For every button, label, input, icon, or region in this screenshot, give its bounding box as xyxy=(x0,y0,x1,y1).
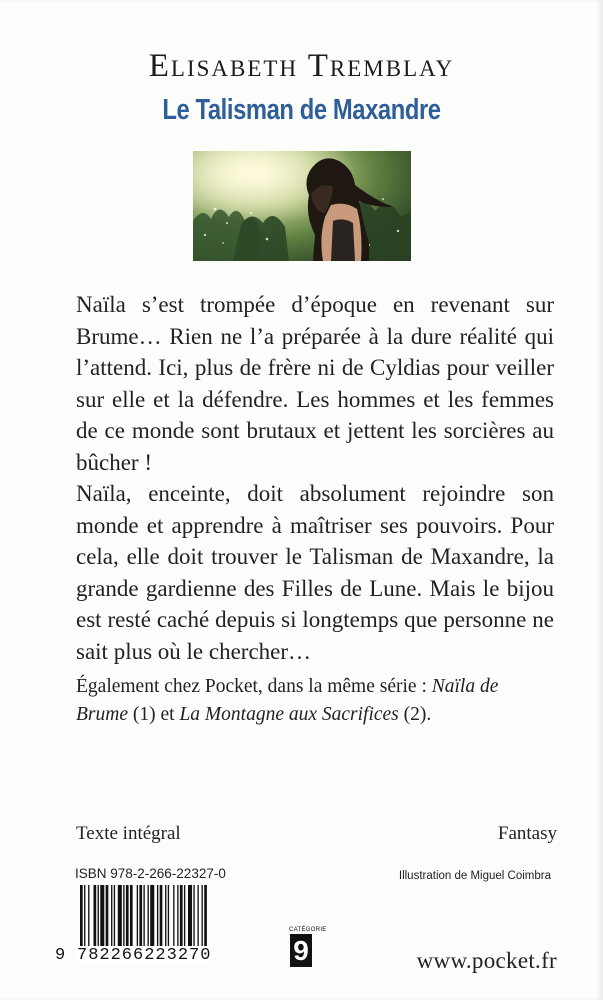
author-name: Elisabeth Tremblay xyxy=(148,48,455,84)
category-label: CATÉGORIE xyxy=(289,927,327,933)
website: www.pocket.fr xyxy=(416,948,557,973)
series-book-2: La Montagne aux Sacrifices xyxy=(179,703,399,725)
barcode-digits: 782266223270 xyxy=(77,946,212,965)
summary-paragraph: Naïla s’est trompée d’époque en revenant sur Brume… Rien ne l’a préparée à la dure réalité qui l’attend. Ici, plus de frère ni de Cyldias pour veiller sur elle et la défendre. Les hommes et les femmes de ce monde sont brutaux et jettent les sorcières au bûcher ! xyxy=(76,292,554,475)
category-number: 9 xyxy=(290,934,312,967)
series-lead: Également chez Pocket, dans la même série : xyxy=(76,676,432,697)
series-num-2: (2). xyxy=(398,703,432,725)
summary xyxy=(76,289,554,667)
edition-label: Texte intégral xyxy=(76,823,181,844)
illustration-credit: Illustration de Miguel Coimbra xyxy=(398,870,551,882)
barcode-first-digit: 9 xyxy=(55,946,67,965)
book-title: Le Talisman de Maxandre xyxy=(162,94,441,126)
series-note xyxy=(76,673,554,728)
summary-paragraph: Naïla, enceinte, doit absolument rejoindre son monde et apprendre à maîtriser ses pouvoirs. Pour cela, elle doit trouver le Talisman de Maxandre, la grande gardienne des Filles de Lune. Mais le bijou est resté caché depuis si longtemps que personne ne sait plus où le chercher… xyxy=(76,481,554,664)
series-book-1: Naïla de Brume xyxy=(76,676,499,725)
series-num-1: (1) et xyxy=(128,703,180,725)
isbn: ISBN 978-2-266-22327-0 xyxy=(75,866,226,881)
genre-label: Fantasy xyxy=(497,823,557,844)
cover-illustration xyxy=(193,151,411,261)
